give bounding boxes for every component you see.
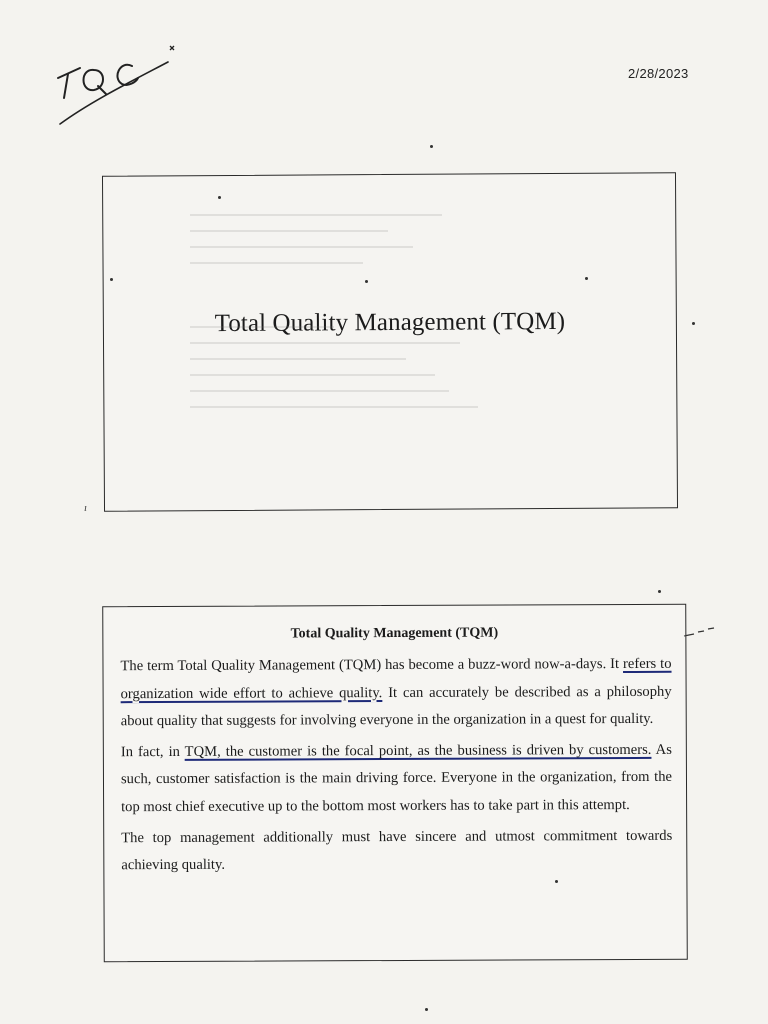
content-body (120, 651, 672, 883)
margin-mark: ı (84, 502, 88, 514)
scan-speck (110, 278, 113, 281)
paragraph-management-commitment: The top management additionally must have sincere and utmost commitment towards achieving quality. (121, 827, 673, 874)
bleed-through-text (190, 200, 550, 500)
scan-speck (585, 277, 588, 280)
scan-speck (365, 280, 368, 283)
scan-speck (430, 145, 433, 148)
slide-title: Total Quality Management (TQM) (214, 307, 566, 338)
scan-speck (555, 880, 558, 883)
underlined-phrase: refers to organization wide effort to achieve quality. (120, 655, 672, 702)
content-slide (102, 604, 688, 963)
margin-dash-mark (682, 626, 716, 640)
scan-speck (658, 590, 661, 593)
paragraph-definition: The term Total Quality Management (TQM) has become a buzz-word now-a-days. It refers to organization wide effort to achieve quality. It can accurately be described as a philosophy about quality that suggests for involving everyone in the organization in a quest for quality. (120, 655, 672, 730)
date-stamp: 2/28/2023 (628, 66, 689, 81)
content-slide-title: Total Quality Management (TQM) (290, 625, 499, 642)
scan-speck (692, 322, 695, 325)
scan-speck (218, 196, 221, 199)
scan-speck (425, 1008, 428, 1011)
paragraph-customer-focus: In fact, in TQM, the customer is the focal point, as the business is driven by customers. As such, customer satisfaction is the main driving force. Everyone in the organization, from the top most chief executive up to the bottom most workers has to take part in this attempt. (120, 741, 673, 816)
underlined-phrase: TQM, the customer is the focal point, as the business is driven by customers. (184, 741, 652, 760)
handwritten-tqc-annotation (50, 40, 180, 130)
